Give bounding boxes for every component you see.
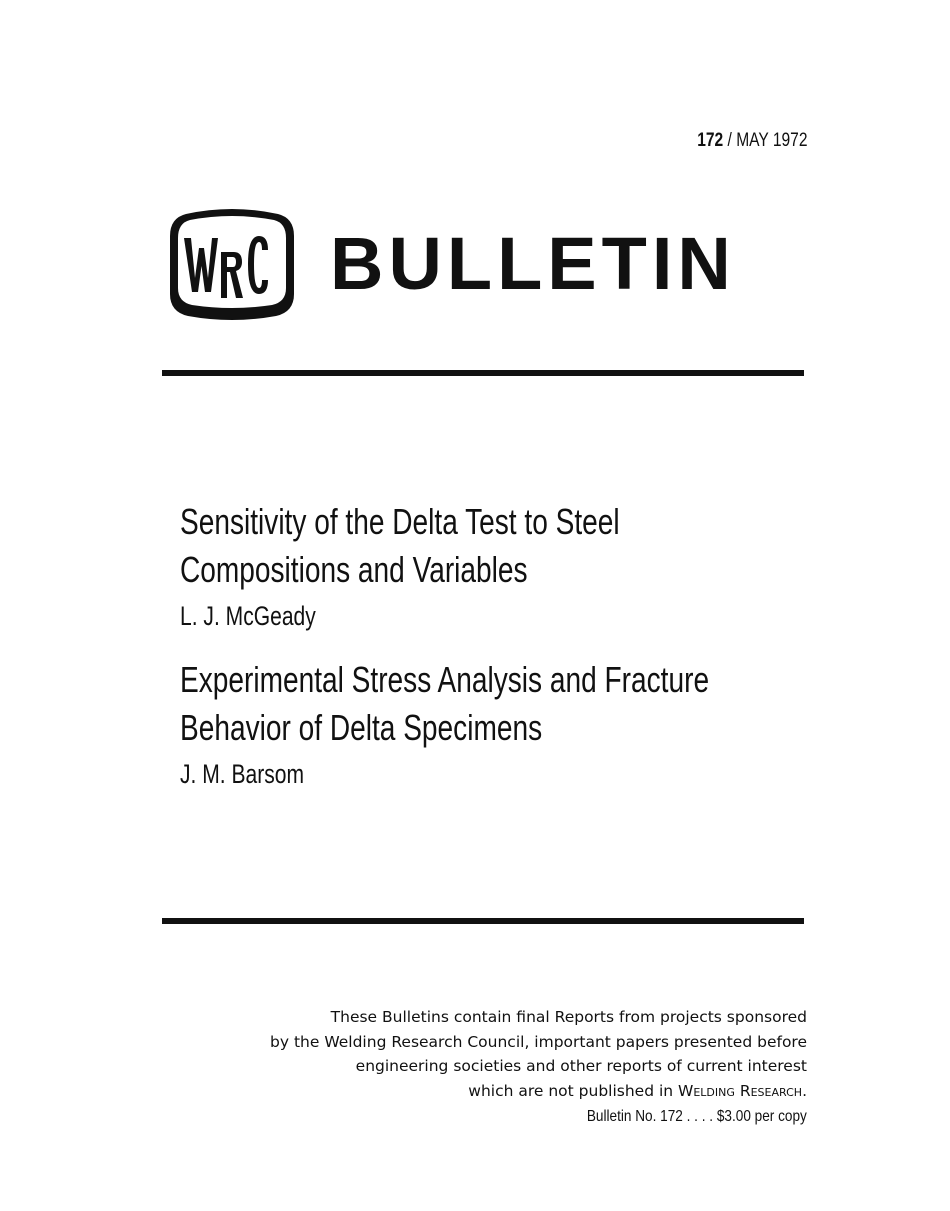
article-title-line: Behavior of Delta Specimens <box>180 707 543 748</box>
article-1 <box>180 498 800 634</box>
footer-line: engineering societies and other reports of current interest <box>355 1057 807 1075</box>
bottom-divider <box>162 918 804 924</box>
contents <box>180 498 800 792</box>
footer-line-suffix: . <box>802 1081 807 1100</box>
footer-line <box>270 1079 807 1104</box>
publication-name: Welding Research <box>678 1081 803 1100</box>
issue-separator: / <box>728 130 733 151</box>
article-2 <box>180 656 800 792</box>
issue-number: 172 <box>697 130 724 151</box>
wrc-logo-icon <box>168 208 296 320</box>
article-author: L. J. McGeady <box>180 601 316 631</box>
top-divider <box>162 370 804 376</box>
footer-line-prefix: which are not published in <box>468 1081 679 1100</box>
issue-line <box>698 130 808 152</box>
article-title-line: Compositions and Variables <box>180 549 528 590</box>
article-author: J. M. Barsom <box>180 759 305 789</box>
footer-line: by the Welding Research Council, important papers presented before <box>270 1032 807 1051</box>
price-line: Bulletin No. 172 . . . . $3.00 per copy <box>586 1108 807 1125</box>
masthead-title: BULLETIN <box>330 222 736 305</box>
article-title-line: Sensitivity of the Delta Test to Steel <box>180 501 620 542</box>
footer-line: These Bulletins contain final Reports from projects sponsored <box>330 1008 807 1026</box>
article-title-line: Experimental Stress Analysis and Fracture <box>180 659 710 700</box>
footer-note <box>270 1005 807 1103</box>
issue-date: MAY 1972 <box>736 130 808 151</box>
